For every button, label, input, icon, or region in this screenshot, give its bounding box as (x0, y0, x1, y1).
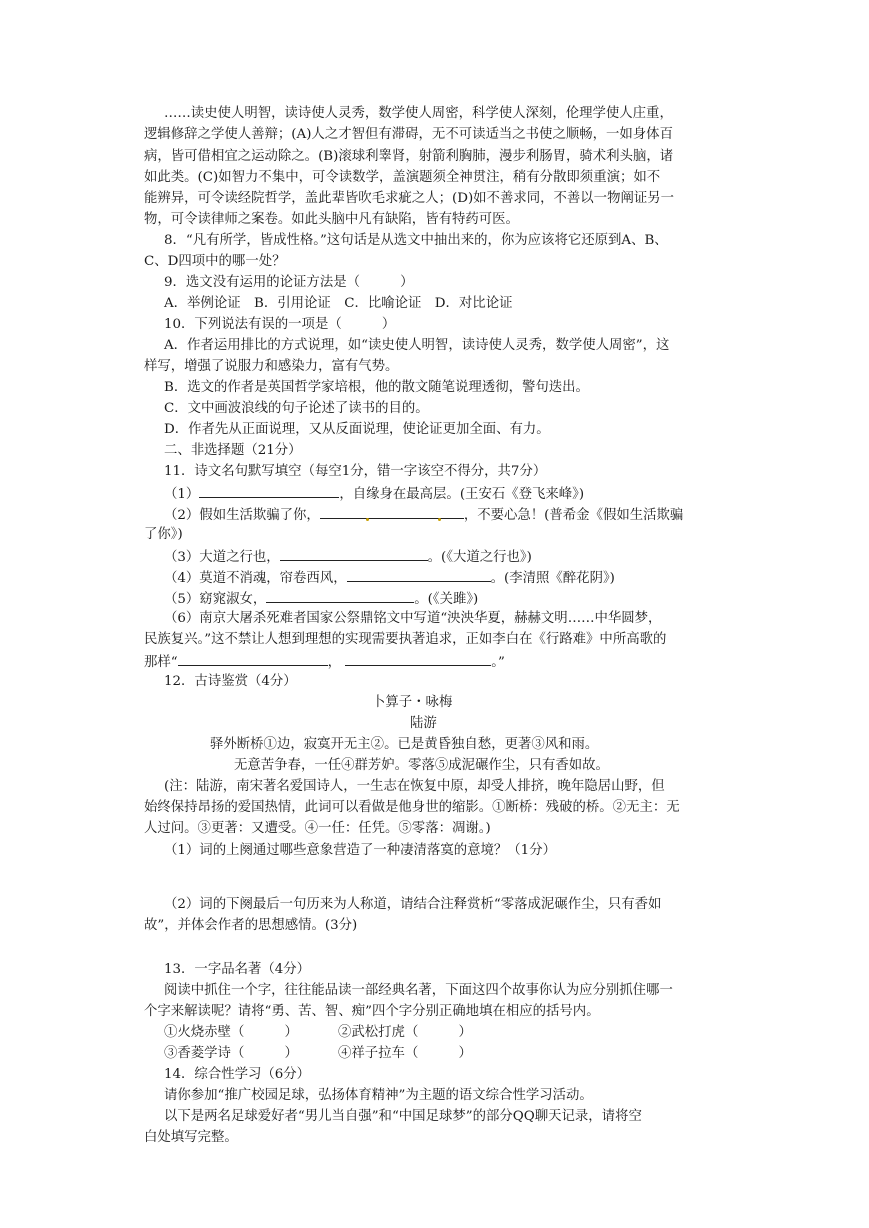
poem-title: 卜算子・咏梅 (372, 695, 453, 710)
question-13-option-2: ②武松打虎（ ） (338, 1025, 472, 1040)
question-14-body: 请你参加“推广校园足球，弘扬体育精神”为主题的语文综合性学习活动。 (164, 1088, 593, 1103)
question-11-item-2-cont: 了你》) (144, 527, 183, 542)
question-9-options: A．举例论证 B．引用论证 C．比喻论证 D．对比论证 (164, 296, 513, 311)
answer-blank[interactable] (345, 652, 491, 666)
answer-blank[interactable] (178, 652, 328, 666)
question-11-item-4: （4）莫道不消魂，帘卷西风， 。(李清照《醉花阴》) (164, 568, 615, 588)
question-13-body: 阅读中抓住一个字，往往能品读一部经典名著，下面这四个故事你认为应分别抓住哪一 (164, 983, 673, 998)
question-11-item-1: （1） ，自缘身在最高层。(王安石《登飞来峰》) (164, 484, 584, 504)
question-14-body: 以下是两名足球爱好者“男儿当自强”和“中国足球梦”的部分QQ聊天记录，请将空 (164, 1109, 642, 1124)
answer-blank[interactable] (347, 568, 491, 582)
question-9: 9．选文没有运用的论证方法是（ ） (164, 275, 414, 290)
question-13: 13．一字品名著（4分） (164, 962, 311, 977)
question-10-option-a-cont: 样写，增强了说服力和感染力，富有气势。 (144, 359, 399, 374)
passage-line: 物，可令读律师之案卷。如此头脑中凡有缺陷，皆有特药可医。 (144, 212, 519, 227)
passage-line: ……读史使人明智，读诗使人灵秀，数学使人周密，科学使人深刻，伦理学使人庄重， (164, 106, 673, 121)
question-11-item-2: （2）假如生活欺骗了你， ，不要心急！(普希金《假如生活欺骗 (164, 505, 683, 525)
passage-line: 如此类。(C)如智力不集中，可令读数学，盖演题须全神贯注，稍有分散即须重演；如不 (144, 170, 661, 185)
question-12: 12．古诗鉴赏（4分） (164, 674, 297, 689)
question-13-body-cont: 个字来解读呢？请将“勇、苦、智、痴”四个字分别正确地填在相应的括号内。 (144, 1004, 600, 1019)
mark-dot (366, 518, 369, 521)
question-10-option-a: A．作者运用排比的方式说理，如“读史使人明智，读诗使人灵秀，数学使人周密”，这 (164, 338, 670, 353)
question-10-option-c: C．文中画波浪线的句子论述了读书的目的。 (164, 401, 429, 416)
passage-line: 病，皆可借相宜之运动除之。(B)滚球利睾肾，射箭利胸肺，漫步利肠胃，骑术利头脑，诸 (144, 149, 674, 164)
answer-blank[interactable] (199, 484, 339, 498)
answer-blank[interactable] (320, 505, 464, 519)
question-11-item-6-blanks: 那样“ ， 。” (144, 652, 505, 672)
answer-blank[interactable] (266, 589, 414, 603)
question-14-body-cont: 白处填写完整。 (144, 1130, 238, 1145)
question-12-sub-2: （2）词的下阕最后一句历来为人称道，请结合注释赏析“零落成泥碾作尘，只有香如 (164, 897, 662, 912)
question-11-item-3: （3）大道之行也， 。(《大道之行也》) (164, 547, 532, 567)
question-11-item-6: （6）南京大屠杀死难者国家公祭鼎铭文中写道“泱泱华夏，赫赫文明……中华圆梦， (164, 611, 662, 626)
question-10-option-b: B．选文的作者是英国哲学家培根，他的散文随笔说理透彻，警句迭出。 (164, 380, 589, 395)
question-14: 14．综合性学习（6分） (164, 1067, 311, 1082)
question-13-option-3: ③香菱学诗（ ） (164, 1046, 298, 1061)
question-13-option-4: ④祥子拉车（ ） (338, 1046, 472, 1061)
answer-blank[interactable] (280, 547, 428, 561)
poem-note: (注：陆游，南宋著名爱国诗人，一生志在恢复中原，却受人排挤，晚年隐居山野，但 (164, 779, 665, 794)
poem-note: 人过问。③更著：又遭受。④一任：任凭。⑤零落：凋谢。) (144, 821, 491, 836)
question-12-sub-2-cont: 故”，并体会作者的思想感情。(3分) (144, 918, 358, 933)
question-10-option-d: D．作者先从正面说理，又从反面说理，使论证更加全面、有力。 (164, 422, 550, 437)
question-8: 8．“凡有所学，皆成性格。”这句话是从选文中抽出来的，你为应该将它还原到A、B、 (164, 233, 668, 248)
section-heading: 二、非选择题（21分） (164, 443, 302, 458)
question-10: 10．下列说法有误的一项是（ ） (164, 317, 396, 332)
passage-line: 逻辑修辞之学使人善辩；(A)人之才智但有滞碍，无不可读适当之书使之顺畅，一如身体百 (144, 127, 673, 142)
poem-author: 陆游 (410, 716, 437, 731)
passage-line: 能辨异，可令读经院哲学，盖此辈皆吹毛求疵之人；(D)如不善求同，不善以一物阐证另一 (144, 191, 675, 206)
question-11-item-5: （5）窈窕淑女， 。(《关雎》) (164, 589, 478, 609)
mark-dot (438, 518, 441, 521)
question-12-sub-1: （1）词的上阕通过哪些意象营造了一种凄清落寞的意境？（1分） (164, 843, 556, 858)
question-11: 11．诗文名句默写填空（每空1分，错一字该空不得分，共7分） (164, 464, 547, 479)
poem-line: 驿外断桥①边，寂寞开无主②。已是黄昏独自愁，更著③风和雨。 (210, 737, 599, 752)
question-11-item-6-cont: 民族复兴。”这不禁让人想到理想的实现需要执著追求，正如李白在《行路难》中所高歌的 (144, 632, 667, 647)
question-13-option-1: ①火烧赤壁（ ） (164, 1025, 298, 1040)
poem-line: 无意苦争春，一任④群芳妒。零落⑤成泥碾作尘，只有香如故。 (234, 758, 609, 773)
question-8-cont: C、D四项中的哪一处？ (144, 254, 286, 269)
poem-note: 始终保持昂扬的爱国热情，此词可以看做是他身世的缩影。①断桥：残破的桥。②无主：无 (144, 800, 680, 815)
